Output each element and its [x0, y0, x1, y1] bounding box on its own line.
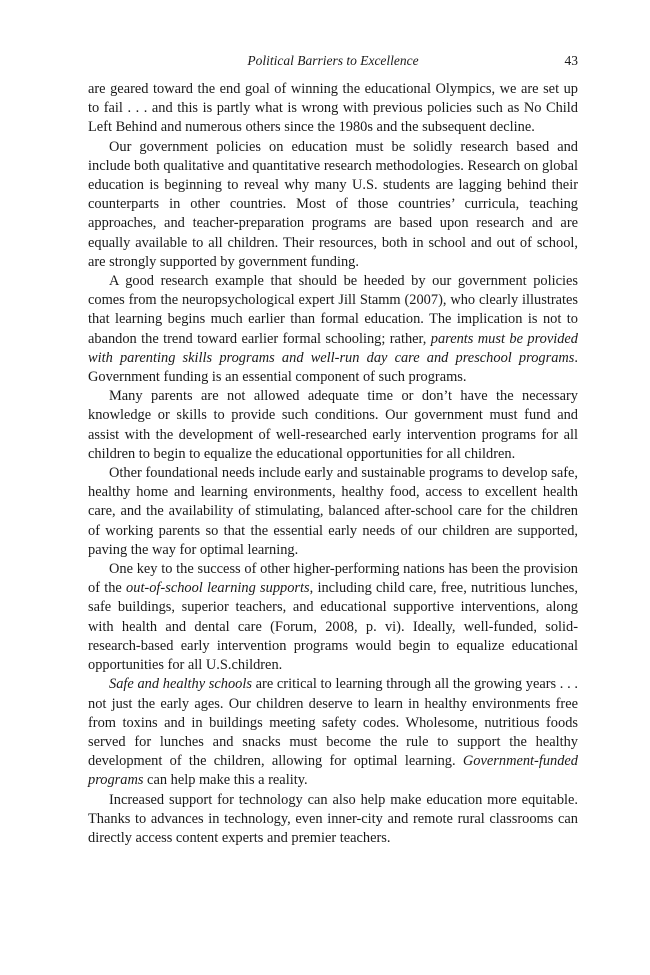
- book-page: [88, 50, 578, 848]
- body-paragraph: [88, 560, 578, 675]
- text-run: A good research example that should be heeded by our government policies comes from the neuropsychological expert Jill Stamm (2007), who clearly illustrates that learning begins much earlier than formal education. The implication is not to abandon the trend toward earlier formal schooling; rather,: [88, 273, 578, 347]
- text-run: can help make this a reality.: [143, 772, 308, 789]
- body-paragraph: [88, 138, 578, 272]
- text-run: Many parents are not allowed adequate time or don’t have the necessary knowledge or skills to provide such conditions. Our government must fund and assist with the development of well-researched early intervention programs for all children to begin to equalize the educational opportunities for all children.: [88, 388, 578, 462]
- italic-emphasis: out-of-school learning supports: [126, 580, 310, 597]
- body-paragraph: [88, 675, 578, 790]
- text-run: are geared toward the end goal of winning the educational Olympics, we are set up to fail . . . and this is partly what is wrong with previous policies such as No Child Left Behind and numerous others since the 1980s and the subsequent decline.: [88, 81, 578, 136]
- text-run: Increased support for technology can also help make education more equitable. Thanks to advances in technology, even inner-city and remote rural classrooms can directly access content experts and premier teachers.: [88, 791, 578, 846]
- body-paragraph: [88, 272, 578, 387]
- body-paragraph: [88, 80, 578, 138]
- italic-emphasis: Safe and healthy schools: [109, 676, 252, 693]
- italic-emphasis: Government-funded programs: [88, 753, 578, 789]
- body-paragraph: [88, 464, 578, 560]
- text-run: . Government funding is an essential component of such programs.: [88, 349, 578, 386]
- running-title: Political Barriers to Excellence: [247, 53, 419, 68]
- body-paragraph: [88, 791, 578, 849]
- body-text: [88, 80, 578, 848]
- text-run: , including child care, free, nutritious lunches, safe buildings, superior teachers, and educational supportive interventions, along with health and dental care (Forum, 2008, p. vi). Ideally, well-funded, solid-research-based early intervention programs would begin to equalize educational opportunities for all U.S.children.: [88, 580, 578, 674]
- italic-emphasis: parents must be provided with parenting skills programs and well-run day care and preschool programs: [88, 330, 578, 366]
- text-run: Our government policies on education must be solidly research based and include both qualitative and quantitative research methodologies. Research on global education is beginning to reveal why many U.S. students are lagging behind their counterparts in other countries. Most of those countries’ curricula, teaching approaches, and teacher-preparation programs are based upon research and are equally available to all children. Their resources, both in school and out of school, are strongly supported by government funding.: [88, 138, 578, 270]
- running-header: [88, 50, 578, 72]
- page-number: 43: [564, 53, 578, 68]
- text-run: One key to the success of other higher-performing nations has been the provision of the: [88, 561, 578, 597]
- text-run: Other foundational needs include early and sustainable programs to develop safe, healthy home and learning environments, healthy food, access to excellent health care, and the availability of stimulating, balanced after-school care for the children of working parents so that the essential early needs of our children are supported, paving the way for optimal learning.: [88, 465, 578, 558]
- text-run: are critical to learning through all the growing years . . . not just the early ages. Our children deserve to learn in healthy environments free from toxins and in buildings meeting safety codes. Wholesome, nutritious foods served for lunches and snacks must become the rule to support the healthy development of the children, allowing for optimal learning.: [88, 676, 578, 770]
- body-paragraph: [88, 387, 578, 464]
